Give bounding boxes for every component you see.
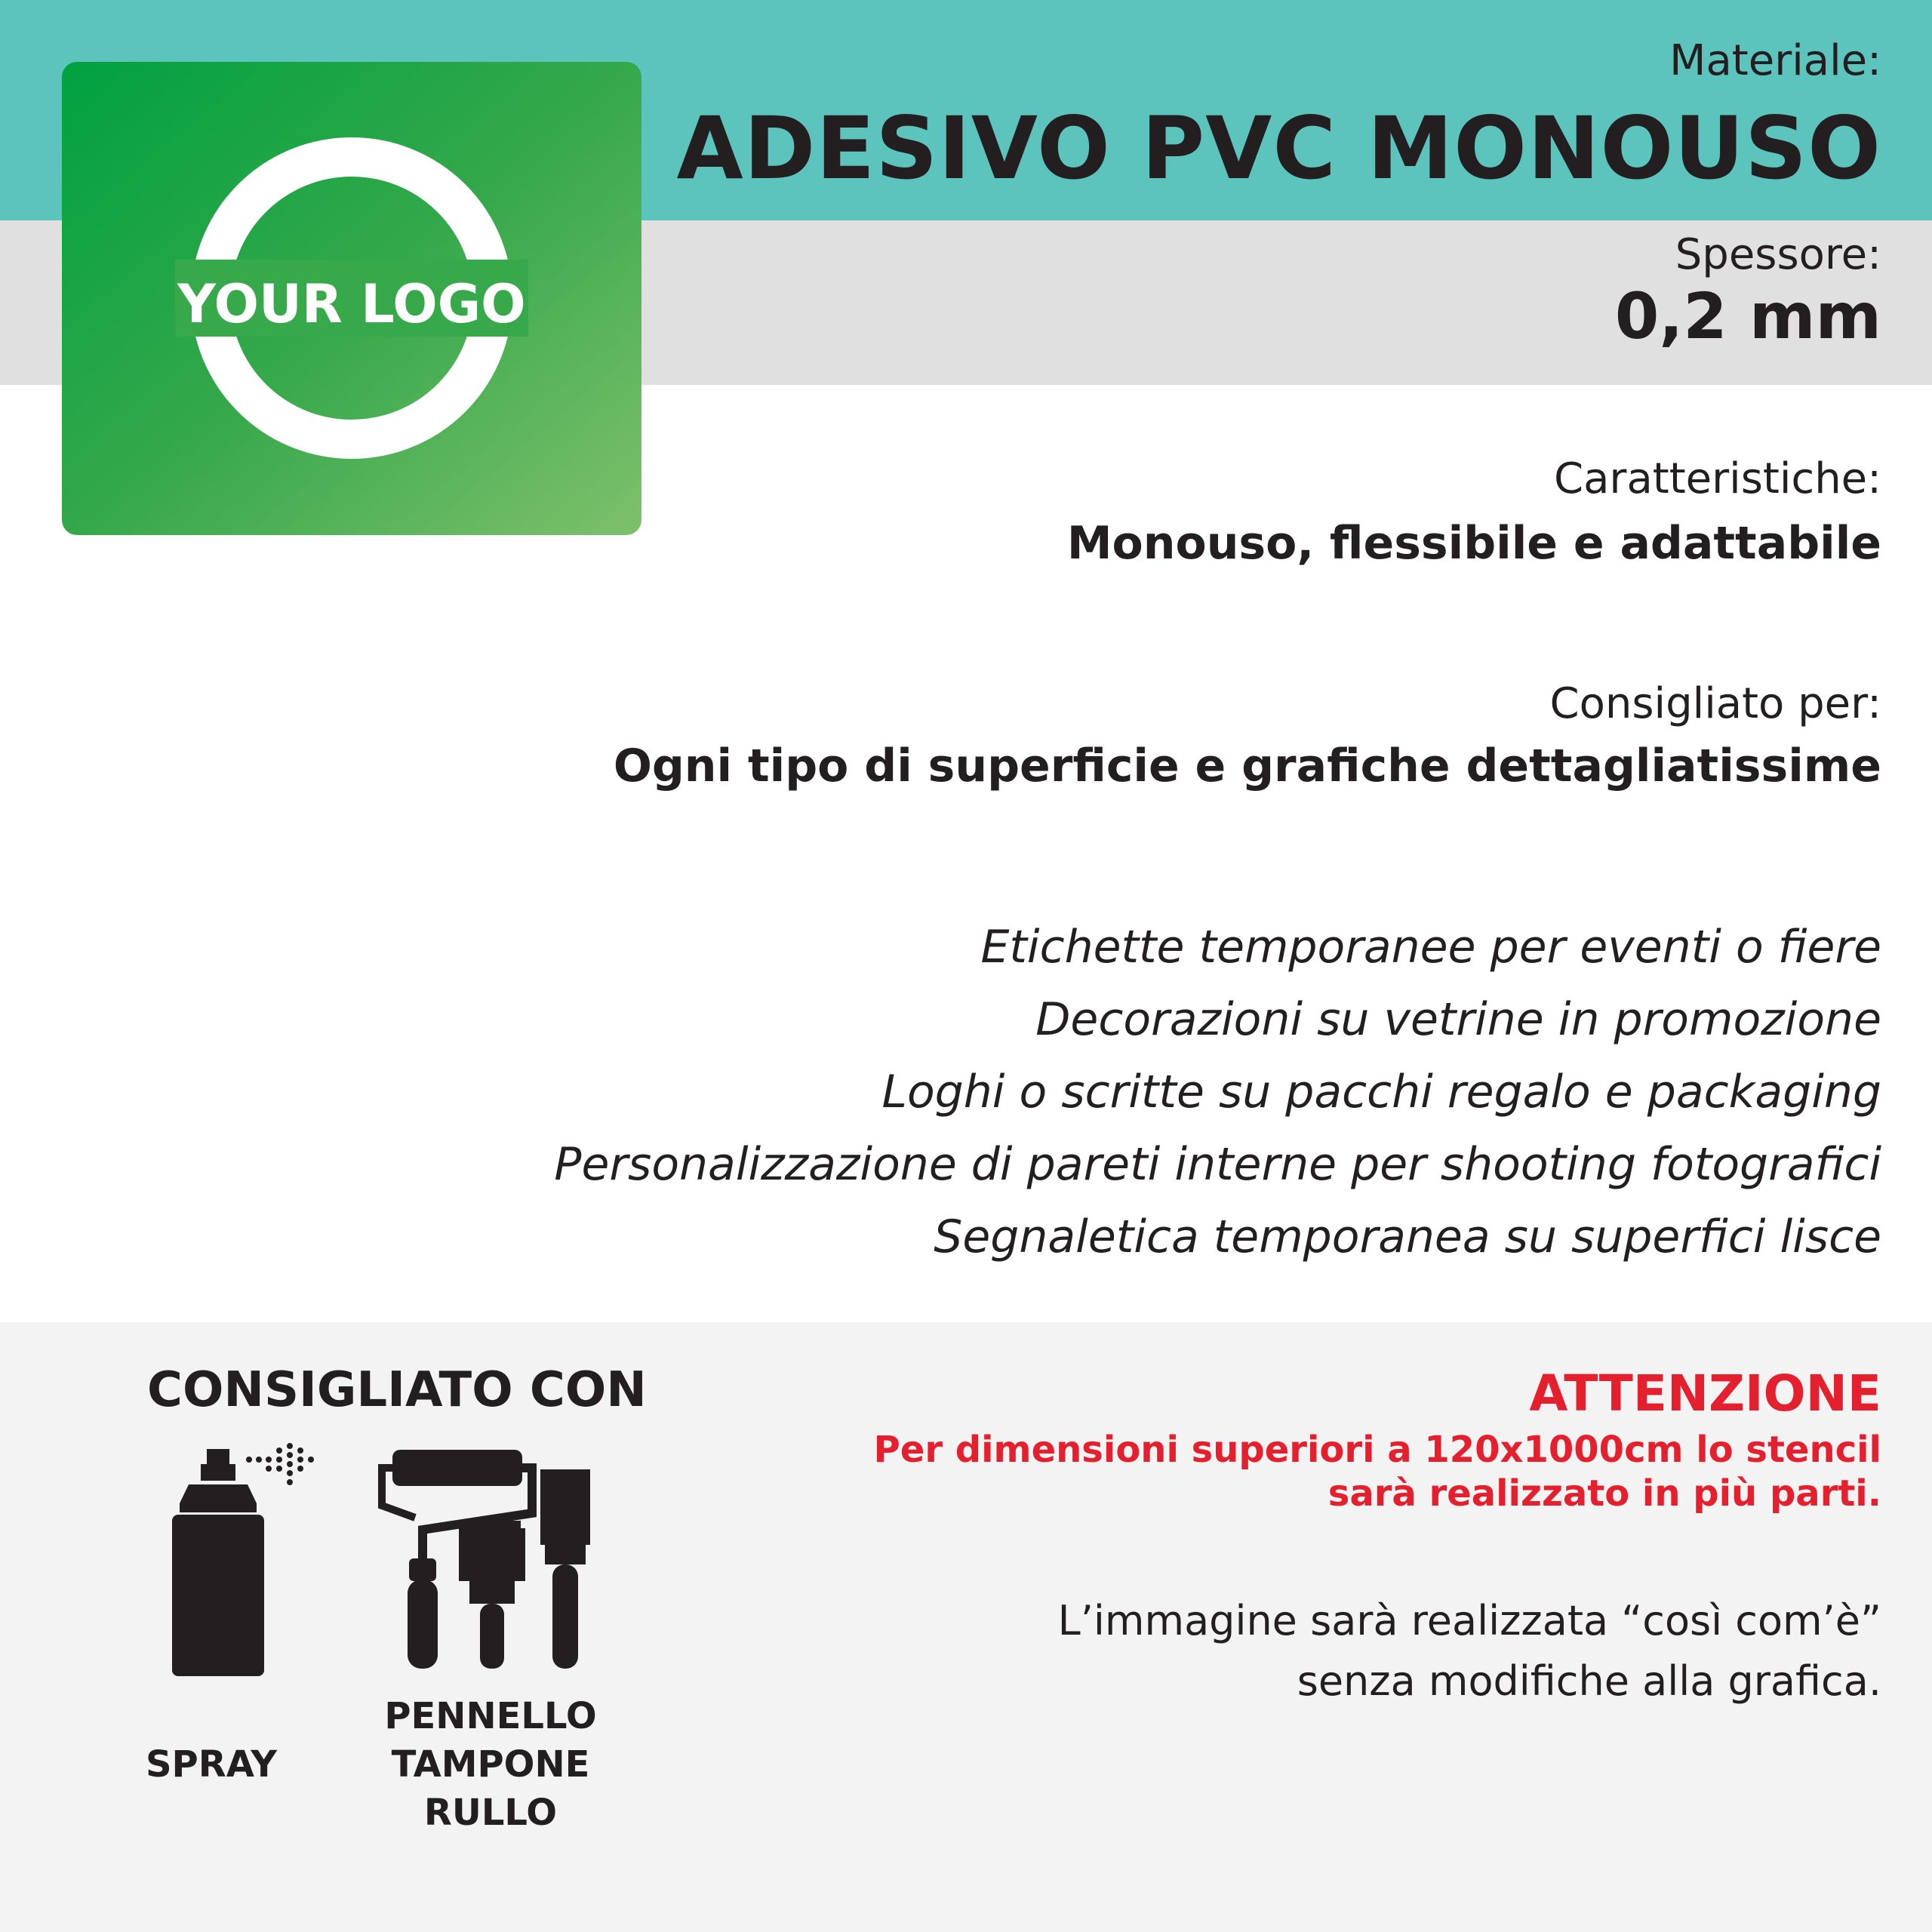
list-item: Etichette temporanee per eventi o fiere — [980, 921, 1881, 974]
list-item: Loghi o scritte su pacchi regalo e packaging — [881, 1066, 1881, 1118]
note-line: senza modifiche alla grafica. — [1297, 1657, 1881, 1705]
tool-label-line: TAMPONE — [391, 1743, 590, 1786]
list-item: Decorazioni su vetrine in promozione — [1035, 993, 1881, 1046]
recommended-label: Consigliato per: — [1549, 679, 1881, 728]
spray-can-icon — [158, 1443, 317, 1677]
thickness-value: 0,2 mm — [1614, 279, 1881, 353]
features-label: Caratteristiche: — [1554, 454, 1881, 503]
attention-text — [874, 1428, 1881, 1515]
features-value: Monouso, flessibile e adattabile — [1066, 517, 1881, 570]
note-text — [1058, 1591, 1881, 1712]
tool-label-line: RULLO — [423, 1792, 558, 1834]
recommended-with-title: CONSIGLIATO CON — [147, 1362, 647, 1418]
attention-line: Per dimensioni superiori a 120x1000cm lo stencil — [873, 1429, 1881, 1471]
recommended-value: Ogni tipo di superficie e grafiche dettagliatissime — [613, 740, 1881, 792]
tool-label-line: PENNELLO — [384, 1695, 597, 1737]
thickness-label: Spessore: — [1675, 230, 1881, 279]
attention-line: sarà realizzato in più parti. — [1327, 1472, 1881, 1515]
logo-ring-icon — [62, 62, 641, 535]
roller-brush-icon — [377, 1445, 596, 1672]
tool-label-spray: SPRAY — [145, 1743, 278, 1786]
material-title: ADESIVO PVC MONOUSO — [676, 98, 1881, 198]
tool-label-brush — [347, 1692, 634, 1837]
material-label: Materiale: — [1669, 36, 1881, 85]
attention-title: ATTENZIONE — [1529, 1364, 1881, 1423]
uses-list — [554, 911, 1881, 1273]
logo-text: YOUR LOGO — [177, 273, 526, 335]
logo-placeholder — [62, 62, 641, 535]
list-item: Segnaletica temporanea su superfici lisce — [934, 1211, 1881, 1263]
note-line: L’immagine sarà realizzata “così com’è” — [1057, 1597, 1881, 1644]
list-item: Personalizzazione di pareti interne per shooting fotografici — [554, 1138, 1881, 1191]
